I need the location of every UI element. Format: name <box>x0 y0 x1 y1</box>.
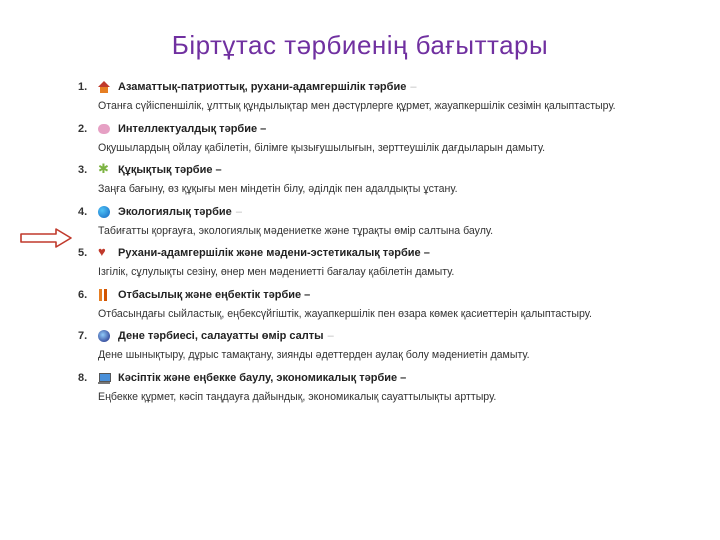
list-item <box>78 244 638 284</box>
item-heading: Азаматтық-патриоттық, рухани-адамгершілік тәрбие <box>118 81 407 93</box>
item-number: 3. <box>78 164 88 176</box>
item-number: 1. <box>78 81 88 93</box>
item-description: Оқушылардың ойлау қабілетін, білімге қызығушылығын, зерттеушілік дағдыларын дамыту. <box>98 141 546 154</box>
item-number: 7. <box>78 330 88 342</box>
item-number: 4. <box>78 205 88 218</box>
item-heading: Интеллектуалдық тәрбие – <box>118 122 267 135</box>
item-description: Еңбекке құрмет, кәсіп таңдауға дайындық, экономикалық сауаттылықты арттыру. <box>98 390 497 403</box>
item-description: Дене шынықтыру, дұрыс тамақтану, зиянды әдеттерден аулақ болу мәдениетін дамыту. <box>98 349 530 361</box>
item-description: Табиғатты қорғауға, экологиялық мәдениетке және тұрақты өмір салтына баулу. <box>98 224 494 237</box>
item-number: 5. <box>78 247 88 259</box>
right-arrow-icon <box>20 228 72 248</box>
list-item <box>78 120 638 160</box>
list-item <box>78 286 638 326</box>
item-number: 6. <box>78 288 88 301</box>
item-heading: Құқықтық тәрбие – <box>118 164 222 176</box>
list-item <box>78 161 638 201</box>
item-heading: Дене тәрбиесі, салауатты өмір салты <box>118 330 324 342</box>
item-description: Ізгілік, сұлулықты сезіну, өнер мен мәдениетті бағалау қабілетін дамыту. <box>98 266 455 278</box>
laptop-icon <box>98 372 110 384</box>
item-heading: Кәсіптік және еңбекке баулу, экономикалық тәрбие – <box>118 371 407 384</box>
item-description: Отбасындағы сыйластық, еңбексүйгіштік, жауапкершілік пен өзара көмек қасиеттерін қалыптастыру. <box>98 307 592 320</box>
globe-icon <box>98 206 110 218</box>
item-heading: Экологиялық тәрбие <box>118 205 232 218</box>
directions-list <box>78 76 638 408</box>
item-description: Отанға сүйіспеншілік, ұлттық құндылықтар мен дәстүрлерге құрмет, жауапкершілік сезімін қалыптастыру. <box>98 100 616 112</box>
house-icon <box>98 81 110 93</box>
brain-icon <box>98 123 110 135</box>
item-dash: – <box>410 81 417 93</box>
list-item <box>78 78 638 118</box>
list-item <box>78 203 638 243</box>
item-number: 2. <box>78 122 88 135</box>
heart-icon: ♥ <box>98 244 106 259</box>
earth-icon <box>98 330 110 342</box>
page-title: Біртұтас тәрбиенің бағыттары <box>171 30 549 60</box>
family-icon <box>98 289 110 301</box>
list-item <box>78 327 638 367</box>
item-description: Заңға бағыну, өз құқығы мен міндетін білу, әділдік пен адалдықты ұстану. <box>98 183 458 195</box>
item-heading: Рухани-адамгершілік және мәдени-эстетикалық тәрбие – <box>118 247 430 259</box>
item-number: 8. <box>78 371 88 384</box>
list-item <box>78 369 638 409</box>
sparkle-icon: ✱ <box>98 161 109 176</box>
item-dash: – <box>235 205 242 218</box>
item-heading: Отбасылық және еңбектік тәрбие – <box>118 288 311 301</box>
item-dash: – <box>327 330 334 342</box>
